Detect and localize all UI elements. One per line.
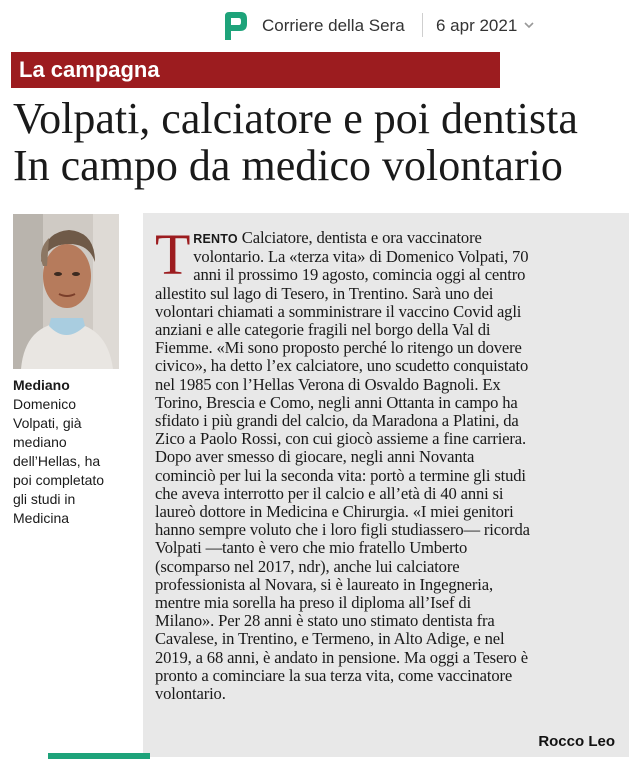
body-line: nel 1985 con l’Hellas Verona di Osvaldo Bagnoli. Ex xyxy=(155,374,501,394)
body-line: volontario. xyxy=(155,684,226,704)
dateline: RENTO xyxy=(193,232,238,246)
body-line: anziani e alle categorie fragili nel borgo della Val di xyxy=(155,320,491,340)
body-line: Dopo aver smesso di giocare, negli anni Novanta xyxy=(155,447,475,467)
body-line: sfidato i più grandi del calcio, da Maradona a Platini, da xyxy=(155,411,519,431)
body-line: Calciatore, dentista e ora vaccinatore xyxy=(237,228,482,247)
body-line: professionista al Novara, si è laureato in Ingegneria, xyxy=(155,574,493,594)
caption-line: poi completato xyxy=(13,472,105,488)
body-line: civico», ha detto l’ex calciatore, uno scudetto conquistato xyxy=(155,356,529,376)
body-line: volontario. La «terza vita» di Domenico Volpati, 70 xyxy=(193,247,529,267)
issue-date[interactable]: 6 apr 2021 xyxy=(436,16,518,35)
body-line: Volpati —tanto è vero che mio fratello Umberto xyxy=(155,538,468,558)
headline-line-2: In campo da medico volontario xyxy=(13,141,563,190)
body-line: Fiemme. «Mi sono proposto perché lo ritengo un dovere xyxy=(155,338,522,358)
body-line: (scomparso nel 2017, ndr), anche lui calciatore xyxy=(155,556,460,576)
caption-line: Domenico xyxy=(13,396,77,412)
body-line: cominciò per lui la seconda vita: portò a termine gli studi xyxy=(155,465,526,485)
body-line: pronto a cominciare la sua terza vita, come vaccinatore xyxy=(155,665,513,685)
chevron-down-icon[interactable] xyxy=(523,19,535,31)
drop-cap: T xyxy=(155,222,191,287)
reading-progress-bar xyxy=(48,753,150,759)
headline xyxy=(13,95,633,189)
body-line: Torino, Brescia e Como, negli anni Ottanta in campo ha xyxy=(155,392,518,412)
body-line-first xyxy=(155,229,625,248)
body-line: Milano». Per 28 anni è stato uno stimato dentista fra xyxy=(155,611,495,631)
body-line: anni il prossimo 19 agosto, comincia oggi al centro xyxy=(193,265,526,285)
caption-line: Volpati, già xyxy=(13,415,82,431)
caption-line: dell’Hellas, ha xyxy=(13,453,101,469)
top-bar xyxy=(0,0,640,50)
body-line: allestito sul lago di Tesero, in Trentino. Sarà uno dei xyxy=(155,283,494,303)
portrait-image xyxy=(13,214,119,369)
body-line: che aveva interrotto per il calcio e all’età di 40 anni si xyxy=(155,483,504,503)
caption-line: gli studi in xyxy=(13,491,76,507)
photo-caption xyxy=(13,376,133,528)
body-line: volontari chiamati a somministrare il vaccino Covid agli xyxy=(155,301,522,321)
headline-line-1: Volpati, calciatore e poi dentista xyxy=(13,94,578,143)
portrait-photo xyxy=(13,214,119,369)
body-line: Cavalese, in Trentino, e Termeno, in Alto Adige, e nel xyxy=(155,629,505,649)
pressreader-logo-icon[interactable] xyxy=(221,10,249,42)
body-line: 2019, a 68 anni, è andato in pensione. Ma oggi a Tesero è xyxy=(155,647,528,667)
section-banner xyxy=(11,52,500,88)
publication-name[interactable]: Corriere della Sera xyxy=(262,16,405,35)
body-line: laureò dottore in Medicina e Chirurgia. «I miei genitori xyxy=(155,502,514,522)
author-byline: Rocco Leo xyxy=(538,733,615,750)
article-body xyxy=(155,222,625,704)
body-line: hanno sempre voluto che i loro figli studiassero— ricorda xyxy=(155,520,530,540)
section-label: La campagna xyxy=(19,57,160,82)
caption-line: mediano xyxy=(13,434,67,450)
body-line: mentre mia sorella ha preso il diploma all’Isef di xyxy=(155,593,471,613)
body-line: Zico a Paolo Rossi, con cui giocò assieme a fine carriera. xyxy=(155,429,526,449)
header-divider xyxy=(422,13,423,37)
caption-line: Medicina xyxy=(13,510,70,526)
article-box xyxy=(143,213,629,757)
caption-title: Mediano xyxy=(13,377,70,393)
